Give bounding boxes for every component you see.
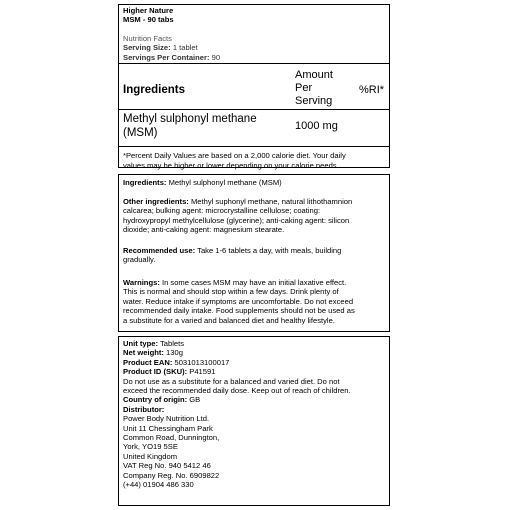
- brand-name: Higher Nature: [123, 6, 174, 15]
- amount-header-line: Amount: [295, 69, 333, 81]
- other-ingredients-line: hydroxypropyl methylcellulose (glycerine); anti-caking agent: silicon: [123, 215, 350, 225]
- facts-row-name-line: Methyl sulphonyl methane: [123, 113, 257, 125]
- ingredients-column-header: Ingredients: [123, 84, 185, 96]
- nutrition-facts-panel: [118, 4, 390, 168]
- other-ingredients-paragraph: [123, 197, 385, 235]
- unit-type-value: Tablets: [160, 339, 185, 348]
- other-ingredients-line: Methyl suphonyl methane, natural lithothamnion: [190, 197, 353, 206]
- country-of-origin-value: GB: [189, 395, 201, 405]
- ingredients-text: Methyl sulphonyl methane (MSM): [168, 178, 282, 187]
- product-details: [123, 339, 351, 490]
- warnings-line: water. Reduce intake if symptoms are uncomfortable. Do not exceed: [123, 296, 354, 306]
- warnings-line: In some cases MSM may have an initial laxative effect.: [161, 278, 347, 287]
- advice-line: exceed the recommended daily dose. Keep out of reach of children.: [123, 386, 351, 396]
- recommended-use-label: Recommended use:: [123, 246, 196, 255]
- warnings-paragraph: [123, 278, 385, 325]
- net-weight-label: Net weight:: [123, 348, 164, 358]
- warnings-line: This is normal and should stop within a few days. Drink plenty of: [123, 287, 339, 297]
- other-ingredients-label: Other ingredients:: [123, 197, 189, 206]
- distributor-line: York, YO19 5SE: [123, 442, 178, 452]
- warnings-line: a substitute for a varied and balanced diet and healthy lifestyle.: [123, 315, 335, 325]
- serving-size-value: 1 tablet: [172, 43, 198, 53]
- divider: [119, 109, 389, 110]
- recommended-use-paragraph: [123, 246, 385, 265]
- distributor-line: Common Road, Dunnington,: [123, 433, 220, 443]
- warnings-label: Warnings:: [123, 278, 160, 287]
- net-weight-value: 130g: [166, 348, 183, 358]
- warnings-line: recommended daily intake. Food supplements should not be used as: [123, 306, 355, 316]
- distributor-line: (+44) 01904 486 330: [123, 480, 194, 490]
- nutrition-facts-title: Nutrition Facts: [123, 34, 172, 43]
- amount-per-serving-header: [295, 69, 333, 108]
- product-sku-label: Product ID (SKU):: [123, 367, 188, 377]
- amount-header-line: Serving: [295, 95, 333, 107]
- product-header: [123, 6, 174, 25]
- other-ingredients-line: calcarea; bulking agent: microcrystalline cellulose; coating:: [123, 206, 321, 216]
- distributor-line: United Kingdom: [123, 451, 178, 461]
- advice-line: Do not use as a substitute for a balanced and varied diet. Do not: [123, 376, 340, 386]
- unit-type-label: Unit type:: [123, 339, 159, 348]
- ingredients-paragraph: [123, 178, 385, 187]
- note-line: *Percent Daily Values are based on a 2,000 calorie diet. Your daily: [123, 151, 346, 160]
- distributor-line: Company Reg. No. 6909822: [123, 470, 220, 480]
- divider: [119, 63, 389, 64]
- distributor-line: Power Body Nutrition Ltd.: [123, 414, 210, 424]
- distributor-label: Distributor:: [123, 404, 165, 414]
- servings-per-container-value: 90: [211, 52, 221, 62]
- ingredients-label: Ingredients:: [123, 178, 167, 187]
- product-ean-label: Product EAN:: [123, 357, 173, 367]
- serving-info: [123, 34, 220, 62]
- distributor-line: Unit 11 Chessingham Park: [123, 423, 213, 433]
- product-ean-value: 5031013100017: [174, 357, 230, 367]
- product-sku-value: P41591: [189, 367, 216, 377]
- distributor-line: VAT Reg No. 940 5412 46: [123, 461, 211, 471]
- amount-header-line: Per: [295, 82, 313, 94]
- facts-row-amount: 1000 mg: [295, 120, 338, 132]
- country-of-origin-label: Country of origin:: [123, 395, 188, 405]
- servings-per-container-label: Servings Per Container:: [123, 52, 210, 62]
- serving-size-label: Serving Size:: [123, 43, 171, 53]
- recommended-use-line: Take 1-6 tablets a day, with meals, building: [197, 246, 342, 255]
- recommended-use-line: gradually.: [123, 255, 156, 265]
- note-line: values may be higher or lower depending on your calorie needs.: [123, 160, 339, 170]
- ingredients-panel: [118, 174, 390, 332]
- facts-row-name: [123, 113, 257, 140]
- daily-values-note: [123, 151, 346, 170]
- divider: [119, 146, 389, 147]
- other-ingredients-line: dioxide; anti-caking agent: magnesium stearate.: [123, 225, 285, 235]
- product-info-panel: [118, 336, 390, 506]
- product-name: MSM - 90 tabs: [123, 15, 174, 25]
- facts-row-name-line: (MSM): [123, 126, 158, 139]
- ri-column-header: %RI*: [359, 84, 385, 96]
